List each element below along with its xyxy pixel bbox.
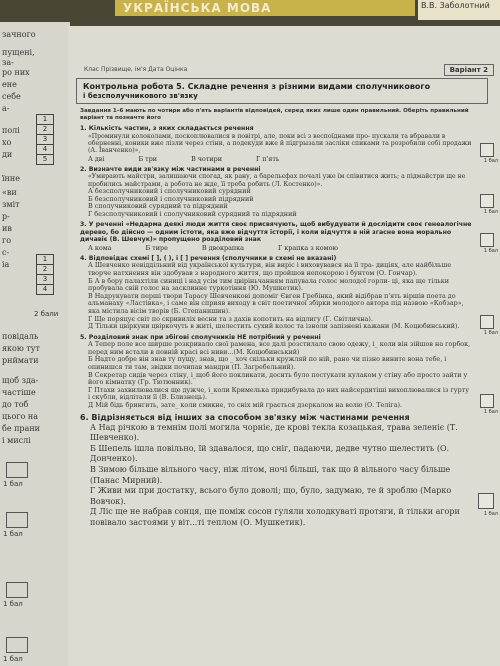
option[interactable]: А дві bbox=[88, 154, 105, 163]
question-title: 1. Кількість частин, з яких складається речення bbox=[80, 125, 254, 132]
left-text-fragment: бе прани bbox=[2, 424, 40, 433]
option[interactable]: А Над річкою в темнім полі могила чорніє, де крові текла козацькая, трава зеленіє (Т. Шевченко). bbox=[90, 422, 458, 443]
option[interactable]: В Секретар сидів через стіну, і_щоб його покликати, досить було постукати кулаком у стіну або просто зайти у його кімнатку (Гр. Тютюнник). bbox=[88, 370, 468, 387]
left-text-fragment: частіше bbox=[2, 388, 36, 397]
option[interactable]: Б тире bbox=[145, 243, 168, 252]
score-label: 1 бал bbox=[3, 655, 23, 663]
left-page bbox=[0, 22, 70, 666]
left-text-fragment: го bbox=[2, 236, 12, 245]
left-text-fragment: за- bbox=[2, 58, 14, 67]
answer-box[interactable] bbox=[6, 462, 28, 478]
option[interactable]: Б А в бору палахтіли синиці і над усім тим цвіріньчанням папувала голос молодої горли- ці, яка ще тільки пробувала свій голос на засклинне туркотіння (Ю. Мушкетик). bbox=[88, 276, 450, 293]
title-box bbox=[76, 78, 488, 104]
option[interactable]: Б три bbox=[138, 154, 158, 163]
question-title: 2. Визначте види зв'язку між частинами в реченні bbox=[80, 165, 261, 173]
left-text-fragment: полі bbox=[2, 126, 20, 135]
score-label: 1 бал bbox=[483, 510, 498, 517]
question-3 bbox=[80, 221, 498, 255]
option[interactable]: Г Живи ми при достатку, всього було доволі; що, було, задумаю, те й зроблю (Марко Вовчок). bbox=[90, 486, 452, 506]
left-text-fragment: ро них bbox=[2, 68, 30, 77]
left-text-fragment: «ви bbox=[2, 188, 17, 197]
option[interactable]: Б Шепель ішла повільно, їй здавалося, що сніг, падаючи, дедве чутно шелестить (О. Донченко). bbox=[90, 443, 450, 464]
page-subtitle: і безсполучникового зв'язку bbox=[83, 92, 198, 100]
answer-box[interactable] bbox=[478, 493, 494, 509]
left-text-fragment: рнймати bbox=[2, 356, 39, 365]
test-page bbox=[68, 26, 500, 666]
option[interactable]: Б Надто добре він знав ту пущу, знав, що _ хоч скільки кружляй по ній, рано чи пізно вините вона тебе, і опинишся ти там, звідки почипав мандри (П. Загребельний). bbox=[88, 355, 447, 372]
option[interactable]: А безсполучниковий і сполучниковий сурядний bbox=[88, 187, 251, 196]
option[interactable]: Д Тільки цвіркуни цвіркочуть в житі, шелестить сухий колос та ізноли запізнені кажани (М. Коцюбинський). bbox=[88, 322, 460, 331]
left-text-fragment: цього на bbox=[2, 412, 38, 421]
question-title: 3. У реченні «Недарма деякі люди життя своє присвячують, щоб вибудувати й дослідити своє генеалогічне дерево, бо дійсно — одним істоти, яка вже відчуття історії, і коли відчуття в ній згасне вона морально дичавіє (В. Шевчук)» пропущено розділовий знак bbox=[80, 221, 472, 244]
question-2 bbox=[80, 165, 498, 219]
score-label: 1 бал bbox=[3, 600, 23, 608]
score-label: 2 бали bbox=[34, 310, 59, 318]
score-label: 1 бал bbox=[483, 408, 498, 415]
left-text-fragment: зміт bbox=[2, 200, 20, 209]
left-text-fragment: і мислі bbox=[2, 436, 31, 445]
answer-box[interactable] bbox=[480, 394, 494, 408]
option[interactable]: А кома bbox=[88, 243, 112, 252]
answer-box[interactable] bbox=[6, 582, 28, 598]
option[interactable]: Г крапка з комою bbox=[277, 243, 338, 252]
left-text-fragment: пущені, bbox=[2, 48, 35, 57]
left-text-fragment: ив bbox=[2, 224, 12, 233]
score-label: 1 бал bbox=[483, 208, 498, 215]
answer-box[interactable] bbox=[6, 512, 28, 528]
answer-box[interactable] bbox=[6, 637, 28, 653]
score-label: 1 бал bbox=[483, 248, 498, 255]
left-text-fragment: повідаль bbox=[2, 332, 39, 341]
question-text: «Проминули колоколами, поскоплювалися в повітрі, але, поки всі з веспоїднами про- пускали та вбравали в оберненні, коники вже лізли через стіни, а подекуди вже й підгрызали засліки спиками та розробили собі продажи (А. Іванченко)», bbox=[88, 132, 472, 155]
option[interactable]: Б безсполучниковий і сполучниковий підрядний bbox=[88, 194, 254, 203]
option[interactable]: В Зимою більше вільного часу, ніж літом, ночі більші, так що й вільного часу більше (Панас Мирний). bbox=[90, 464, 451, 485]
option[interactable]: Д Мій бідь брингить, зате_ коли смикне, то сніх мій грається дзеркалом на волю (О. Теліга). bbox=[88, 401, 403, 409]
option[interactable]: В Надрукувати перші твори Тарасу Шевченкові допоміг Євген Гребінка, який відібрав п'ять віршів поета до альманаху «Ластівка», і саме він сприяв виходу в світ поетичної збірки молодого автора під назвою «Кобзар», яка містила вісім творів (Б. Степанишин). bbox=[88, 291, 464, 315]
left-text-fragment: ене bbox=[2, 80, 17, 89]
left-answer-grid: 1 2 3 4 bbox=[36, 254, 54, 295]
left-text-fragment: ди bbox=[2, 150, 13, 159]
question-4 bbox=[80, 254, 498, 336]
left-text-fragment: до тоб bbox=[2, 400, 29, 409]
left-text-fragment: їнне bbox=[2, 174, 20, 183]
option[interactable]: В двокрапка bbox=[201, 243, 244, 252]
page-title: Контрольна робота 5. Складне речення з різними видами сполучникового bbox=[83, 82, 431, 91]
question-5 bbox=[80, 333, 498, 415]
question-1 bbox=[80, 125, 498, 164]
question-title: 6. Відрізняється від інших за способом зв'язку між частинами речення bbox=[80, 412, 410, 422]
answer-box[interactable] bbox=[480, 143, 494, 157]
left-text-fragment: а- bbox=[2, 104, 10, 113]
score-label: 1 бал bbox=[3, 530, 23, 538]
student-info-fields: Клас Прізвище, ім'я Дата Оцінка bbox=[84, 66, 188, 73]
question-6 bbox=[80, 412, 498, 529]
questions bbox=[80, 108, 498, 532]
left-answer-grid: 1 2 3 4 5 bbox=[36, 114, 54, 165]
option[interactable]: Г п'ять bbox=[256, 154, 280, 163]
option[interactable]: Г безсполучниковий і сполучниковий сурядний та підрядний bbox=[88, 209, 297, 218]
option[interactable]: Г Ще поряцує світ по скривиліх весни та з дахів копотить на відлигу (Г. Світлична). bbox=[88, 314, 373, 323]
options-row bbox=[80, 155, 472, 163]
score-label: 1 бал bbox=[483, 329, 498, 336]
book-cover-author: В.В. Заболотний bbox=[418, 0, 500, 20]
answer-box[interactable] bbox=[480, 233, 494, 247]
book-cover-title: УКРАЇНСЬКА МОВА bbox=[115, 0, 415, 16]
left-text-fragment: себе bbox=[2, 92, 21, 101]
left-text-fragment: щоб зда- bbox=[2, 376, 39, 385]
left-text-fragment: іа bbox=[2, 260, 10, 269]
question-title: 4. Відповідає схемі [ ], ( ), і [ ] речення (сполучники в схемі не вказані) bbox=[80, 254, 337, 262]
option[interactable]: А Тепер поле все ширше розкривало свої рамена, все далі розстилало свою одежу, і_ коли він зійшов на горбок, перед ним встали в повній красі всі ниви...(М. Коцюбинський) bbox=[88, 340, 471, 356]
left-text-fragment: зачного bbox=[2, 30, 36, 39]
answer-box[interactable] bbox=[480, 194, 494, 208]
option[interactable]: В чотири bbox=[191, 154, 223, 163]
variant-label: Варіант 2 bbox=[444, 64, 494, 76]
option[interactable]: В сполучниковий сурядний та підрядний bbox=[88, 202, 228, 211]
question-text: «Умирають майстри, залишаючи спогад, як рану, а барельєфах почалі уже їм співитися жить; а підмайстри ще не пробились майстрами, а робота не жде, її треба робить (Л. Костенко)». bbox=[88, 173, 466, 188]
option[interactable]: А Шевченко невіддільний від української культури, він виріс і виховувався на її тра- диціях, але найбільше творче натхнення він здобував з народного життя, що пройшов непокорою і бунтом (О. Гончар). bbox=[88, 261, 452, 277]
score-label: 1 бал bbox=[483, 158, 498, 164]
option[interactable]: Д Ліс ще не набрав сонця, ще поміж сосон гуляли холодкуваті протяги, й тільки агори повівало застоями у віт...ті теплом (О. Мушкетик). bbox=[90, 507, 460, 527]
answer-box[interactable] bbox=[480, 315, 494, 329]
left-text-fragment: якою тут bbox=[2, 344, 40, 353]
question-title: 5. Розділовий знак при збігові сполучників НЕ потрібний у реченні bbox=[80, 333, 321, 341]
left-text-fragment: р- bbox=[2, 212, 10, 221]
left-text-fragment: хо bbox=[2, 138, 12, 147]
options-row bbox=[80, 244, 472, 252]
score-label: 1 бал bbox=[3, 480, 23, 488]
left-text-fragment: с- bbox=[2, 248, 10, 257]
instructions: Завдання 1–6 мають по чотири або п'ять варіантів відповідей, серед яких лише один правильний. Оберіть правильний варіант та позначте його bbox=[80, 108, 469, 121]
option[interactable]: Г Птахи захвилювалися ще дужче, і_коли Кримелька придибувала до них найсердитіші вихоплювалися із гурту і скубли, відлітали її (В. Близнець). bbox=[88, 385, 469, 402]
